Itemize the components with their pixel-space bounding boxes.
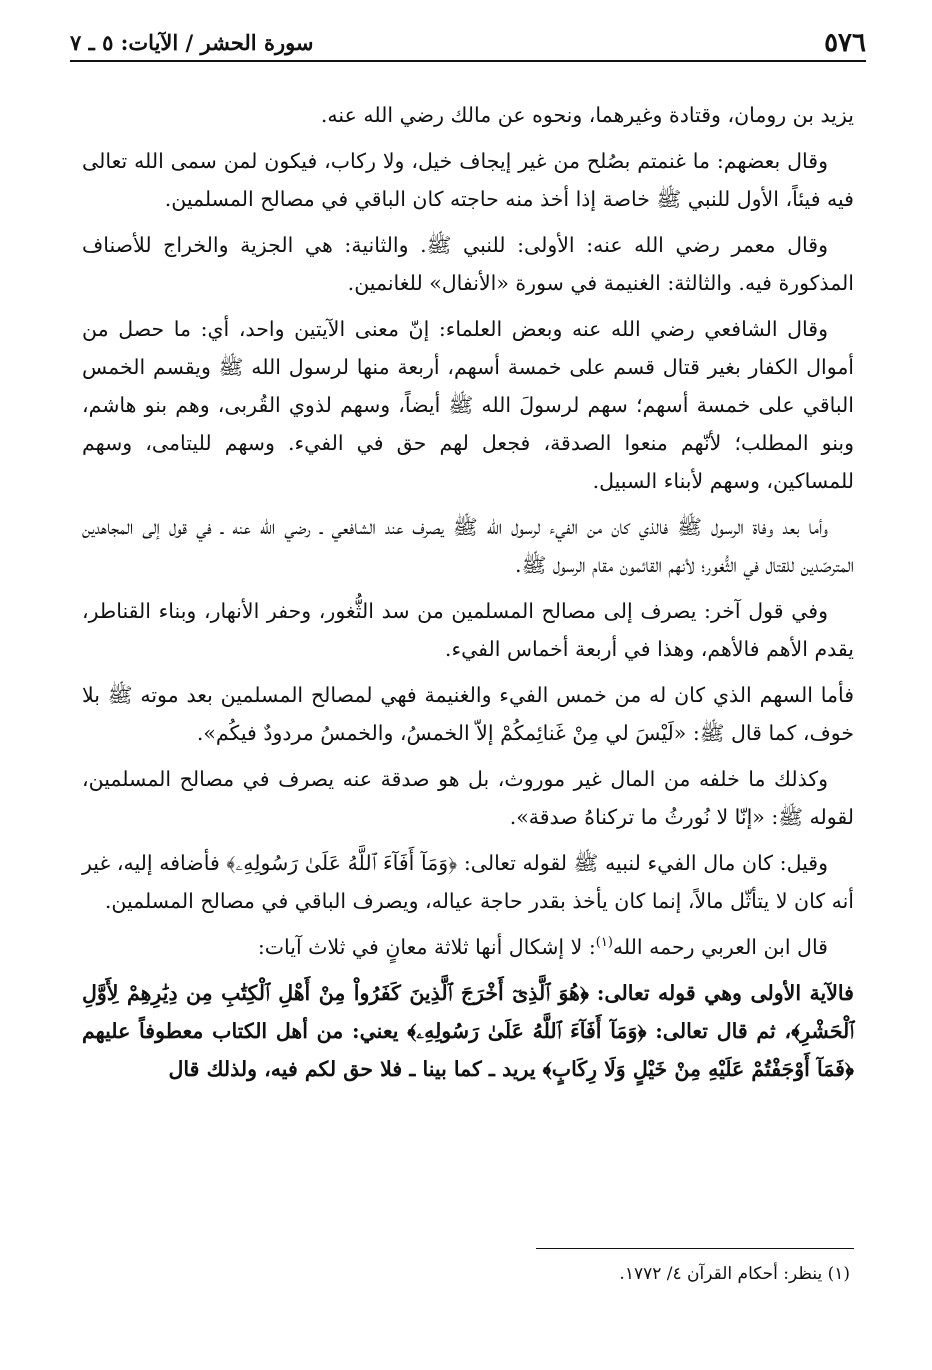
- paragraph-10: [82, 928, 854, 966]
- paragraph-text: وقال معمر رضي الله عنه: الأولى: للنبي ﷺ. والثانية: هي الجزية والخراج للأصناف المذكورة فيه. والثالثة: الغنيمة في سورة «الأنفال» للغانمين.: [82, 233, 854, 295]
- paragraph-text: قال ابن العربي رحمه الله: [612, 935, 828, 959]
- paragraph-5: [82, 508, 854, 584]
- footnote: [82, 1262, 850, 1286]
- paragraph-text: وقال الشافعي رضي الله عنه وبعض العلماء: إنّ معنى الآيتين واحد، أي: ما حصل من أموال الكفار بغير قتال قسم على خمسة أسهم، أربعة منها لرسول الله ﷺ ويقسم الخمس الباقي على خمسة أسهم؛ سهم لرسولَ الله ﷺ أيضاً، وسهم لذوي القُربى، وهم بنو هاشم، وبنو المطلب؛ لأنّهم منعوا الصدقة، فجعل لهم حق في الفيء. وسهم لليتامى، وسهم للمساكين، وسهم لأبناء السبيل.: [82, 317, 854, 493]
- paragraph-text: وكذلك ما خلفه من المال غير موروث، بل هو صدقة عنه يصرف في مصالح المسلمين، لقوله ﷺ: «إنّا لا نُورثُ ما تركناهُ صدقة».: [82, 767, 854, 829]
- paragraph-7: [82, 676, 854, 752]
- paragraph-text: وقيل: كان مال الفيء لنبيه ﷺ لقوله تعالى: ﴿وَمَآ أَفَآءَ ٱللَّهُ عَلَىٰ رَسُولِهِۦ﴾ فأضافه إليه، غير أنه كان لا يتأثّل مالاً، إنما كان يأخذ بقدر حاجة عياله، ويصرف الباقي في مصالح المسلمين.: [82, 851, 854, 913]
- paragraph-8: [82, 760, 854, 836]
- footnote-rule: [536, 1248, 854, 1249]
- footnote-text: (١) ينظر: أحكام القرآن ٤/ ١٧٧٢.: [619, 1264, 850, 1284]
- paragraph-3: [82, 226, 854, 302]
- paragraph-9: [82, 844, 854, 920]
- page-number: ٥٧٦: [824, 28, 866, 58]
- page-body: [82, 96, 854, 1096]
- header-rule: [70, 60, 866, 62]
- paragraph-text: ﴿هُوَ ٱلَّذِىٓ أَخْرَجَ ٱلَّذِينَ كَفَرُواْ مِنْ أَهْلِ ٱلْكِتَٰبِ مِن دِيَٰرِهِمْ لِأَوَّلِ ٱلْحَشْرِ﴾، ثم قال تعالى: ﴿وَمَآ أَفَآءَ ٱللَّهُ عَلَىٰ رَسُولِهِۦ﴾ يعني: من أهل الكتاب معطوفاً عليهم ﴿فَمَآ أَوْجَفْتُمْ عَلَيْهِ مِنْ خَيْلٍ وَلَا رِكَابٍ﴾ يريد ـ كما بينا ـ فلا حق لكم فيه، ولذلك قال: [82, 981, 854, 1081]
- paragraph-6: [82, 592, 854, 668]
- paragraph-1: [82, 96, 854, 134]
- paragraph-text: يزيد بن رومان، وقتادة وغيرهما، ونحوه عن مالك رضي الله عنه.: [320, 103, 854, 127]
- paragraph-text: وقال بعضهم: ما غنمتم بصُلح من غير إيجاف خيل، ولا ركاب، فيكون لمن سمى الله تعالى فيه فيئاً، الأول للنبي ﷺ خاصة إذا أخذ منه حاجته كان الباقي في مصالح المسلمين.: [82, 149, 854, 211]
- paragraph-text: وفي قول آخر: يصرف إلى مصالح المسلمين من سد الثُّغور، وحفر الأنهار، وبناء القناطر، يقدم الأهم فالأهم، وهذا في أربعة أخماس الفيء.: [82, 599, 854, 661]
- paragraph-2: [82, 142, 854, 218]
- running-title: سورة الحشر / الآيات: ٥ ـ ٧: [70, 30, 314, 55]
- paragraph-11: [82, 974, 854, 1088]
- footnote-reference[interactable]: (١): [595, 935, 613, 951]
- paragraph-text: وأما بعد وفاة الرسول ﷺ فالذي كان من الفيء لرسول الله ﷺ يصرف عند الشافعي ـ رضي الله عنه ـ في قول إلى المجاهدين المترصّدين للقتال في الثُّغور؛ لأنهم القائمون مقام الرسول ﷺ.: [82, 515, 854, 577]
- paragraph-text: فأما السهم الذي كان له من خمس الفيء والغنيمة فهي لمصالح المسلمين بعد موته ﷺ بلا خوف، كما قال ﷺ: «لَيْسَ لي مِنْ غَنائِمكُمْ إلاّ الخمسُ، والخمسُ مردودٌ فيكُم».: [82, 683, 854, 745]
- paragraph-text-continued: : لا إشكال أنها ثلاثة معانٍ في ثلاث آيات:: [257, 935, 596, 959]
- page-header: [70, 26, 866, 62]
- paragraph-4: [82, 310, 854, 500]
- paragraph-lead: فالآية الأولى وهي قوله تعالى:: [596, 981, 854, 1005]
